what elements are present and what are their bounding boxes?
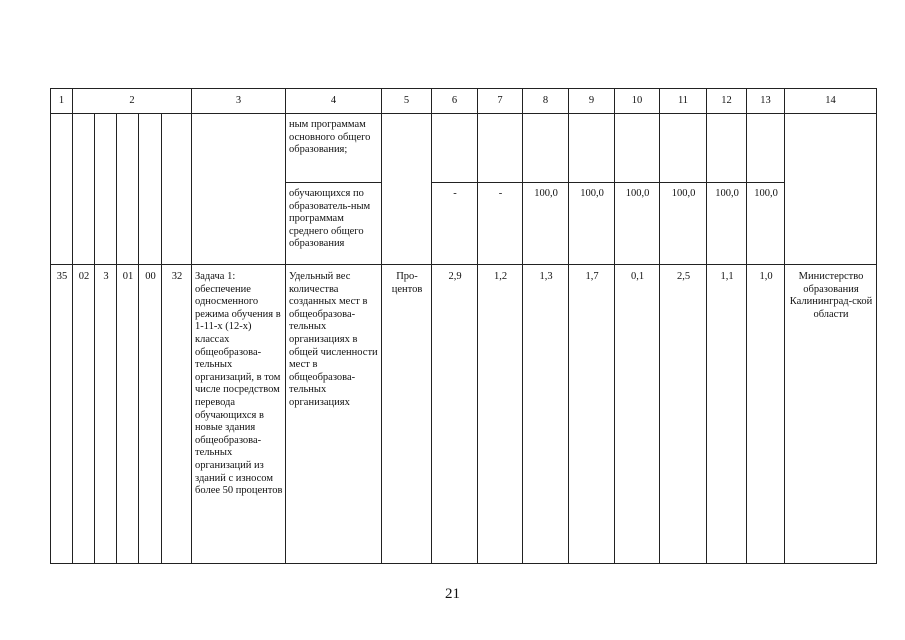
code-5: 00: [139, 265, 162, 564]
value-col-9: 1,7: [569, 265, 615, 564]
indicator-continuation: ным программам основного общего образования;: [286, 114, 382, 183]
code-2: 02: [73, 265, 95, 564]
value-col-9: 100,0: [569, 183, 615, 265]
header-col-1: 1: [51, 89, 73, 114]
value-col-12: 100,0: [707, 183, 747, 265]
header-col-8: 8: [523, 89, 569, 114]
responsible-executor: Министерство образования Калининград-ской области: [785, 265, 877, 564]
header-col-6: 6: [432, 89, 478, 114]
cell-empty: [523, 114, 569, 183]
cell-empty: [478, 114, 523, 183]
indicator-secondary: обучающихся по образователь-ным программам среднего общего образования: [286, 183, 382, 265]
cell-empty: [382, 114, 432, 265]
code-3: 3: [95, 265, 117, 564]
cell-empty: [785, 114, 877, 265]
value-col-10: 100,0: [615, 183, 660, 265]
table-row-continuation: [51, 114, 877, 183]
value-col-6: 2,9: [432, 265, 478, 564]
cell-empty: [117, 114, 139, 265]
code-1: 35: [51, 265, 73, 564]
value-col-13: 100,0: [747, 183, 785, 265]
cell-empty: [73, 114, 95, 265]
header-col-14: 14: [785, 89, 877, 114]
cell-empty: [660, 114, 707, 183]
cell-empty: [192, 114, 286, 265]
header-col-9: 9: [569, 89, 615, 114]
value-col-8: 1,3: [523, 265, 569, 564]
cell-empty: [162, 114, 192, 265]
value-col-7: -: [478, 183, 523, 265]
header-col-12: 12: [707, 89, 747, 114]
value-col-8: 100,0: [523, 183, 569, 265]
code-4: 01: [117, 265, 139, 564]
value-col-11: 2,5: [660, 265, 707, 564]
header-col-13: 13: [747, 89, 785, 114]
page-number: 21: [445, 586, 460, 602]
header-col-2: 2: [73, 89, 192, 114]
task-description: Задача 1: обеспечение односменного режима обучения в 1-11-х (12-х) классах общеобразова-тельных организаций, в том числе посредством перевода обучающихся в новые здания общеобразова-тельных организаций из зданий с износом более 50 процентов: [192, 265, 286, 564]
header-col-7: 7: [478, 89, 523, 114]
cell-empty: [51, 114, 73, 265]
value-col-10: 0,1: [615, 265, 660, 564]
code-6: 32: [162, 265, 192, 564]
indicator-description: Удельный вес количества созданных мест в общеобразова-тельных организациях в общей численности мест в общеобразова-тельных организациях: [286, 265, 382, 564]
header-col-5: 5: [382, 89, 432, 114]
cell-empty: [615, 114, 660, 183]
value-col-12: 1,1: [707, 265, 747, 564]
value-col-13: 1,0: [747, 265, 785, 564]
value-col-6: -: [432, 183, 478, 265]
header-row: [51, 89, 877, 114]
indicators-table: [50, 88, 877, 564]
cell-empty: [569, 114, 615, 183]
header-col-11: 11: [660, 89, 707, 114]
value-col-11: 100,0: [660, 183, 707, 265]
cell-empty: [747, 114, 785, 183]
header-col-10: 10: [615, 89, 660, 114]
cell-empty: [139, 114, 162, 265]
cell-empty: [707, 114, 747, 183]
cell-empty: [432, 114, 478, 183]
header-col-3: 3: [192, 89, 286, 114]
value-col-7: 1,2: [478, 265, 523, 564]
cell-empty: [95, 114, 117, 265]
header-col-4: 4: [286, 89, 382, 114]
unit: Про-центов: [382, 265, 432, 564]
table-row-task: [51, 265, 877, 564]
